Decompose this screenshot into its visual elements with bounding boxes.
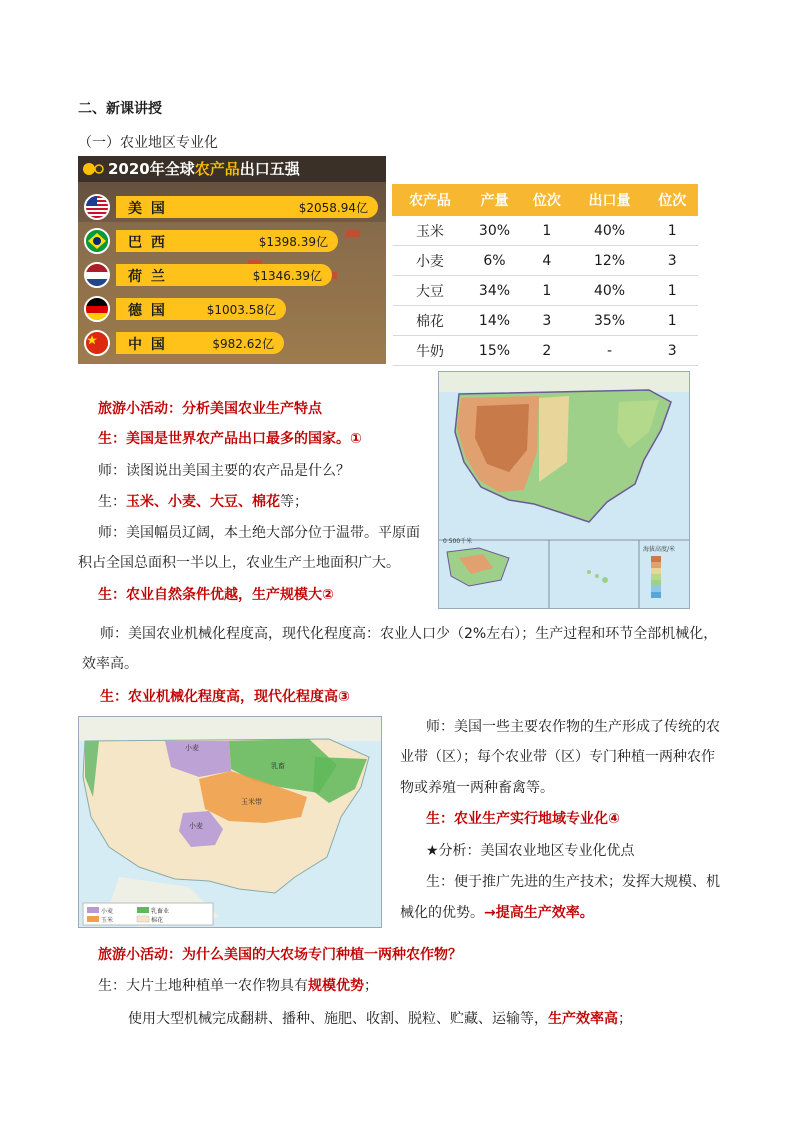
table-cell: - — [572, 336, 647, 366]
teacher-belt-2: 业带（区）；每个农业带（区）专门种植一两种农作 — [400, 749, 715, 765]
table-header-cell: 位次 — [647, 185, 698, 216]
table-cell: 1 — [647, 276, 698, 306]
elevation-legend — [651, 556, 661, 598]
teacher-belt-3: 物或养殖一两种畜禽等。 — [400, 780, 554, 796]
coin-dots-icon — [82, 162, 104, 176]
map-label-corn-belt: 玉米带 — [241, 798, 262, 806]
activity2-answer-1: 生：大片土地种植单一农作物具有规模优势； — [98, 978, 378, 994]
table-header-cell: 农产品 — [393, 185, 468, 216]
table-cell: 1 — [522, 216, 573, 246]
table-cell: 3 — [522, 306, 573, 336]
table-cell: 玉米 — [393, 216, 468, 246]
student-belt-answer: 生：农业生产实行地域专业化④ — [426, 811, 620, 827]
export-panel-title: 2020年全球农产品出口五强 — [108, 160, 300, 178]
map-label-wheat-south: 小麦 — [189, 822, 203, 830]
table-cell: 1 — [522, 276, 573, 306]
us-terrain-map — [438, 371, 690, 609]
table-cell: 30% — [467, 216, 521, 246]
table-header-cell: 出口量 — [572, 185, 647, 216]
table-row — [393, 336, 698, 366]
section-title: 二、新课讲授 — [78, 101, 162, 117]
table-cell: 1 — [647, 306, 698, 336]
table-cell: 1 — [647, 216, 698, 246]
export-bar-germany: 德 国 $1003.58亿 — [116, 298, 286, 320]
teacher-question-1: 师：读图说出美国主要的农产品是什么？ — [98, 463, 350, 479]
table-cell: 14% — [467, 306, 521, 336]
table-row — [393, 276, 698, 306]
crops-ranking-table — [392, 184, 698, 366]
map-label-dairy: 乳畜 — [271, 762, 285, 770]
export-bar-brazil: 巴 西 $1398.39亿 — [116, 230, 338, 252]
table-cell: 40% — [572, 276, 647, 306]
teacher-belt-1: 师：美国一些主要农作物的生产形成了传统的农 — [426, 719, 720, 735]
table-cell: 6% — [467, 246, 521, 276]
table-cell: 棉花 — [393, 306, 468, 336]
brazil-flag-icon — [84, 228, 110, 254]
netherlands-flag-icon — [84, 262, 110, 288]
table-cell: 35% — [572, 306, 647, 336]
usa-flag-icon — [84, 194, 110, 220]
student-answer-1: 生：美国是世界农产品出口最多的国家。① — [98, 431, 362, 447]
map-scale-label: 0 500千米 — [443, 538, 473, 545]
legend-corn: 玉米 — [101, 917, 114, 924]
analysis-heading: ★分析：美国农业地区专业化优点 — [426, 843, 635, 859]
map-label-wheat-north: 小麦 — [185, 744, 199, 752]
activity2-answer-2: 使用大型机械完成翻耕、播种、施肥、收割、脱粒、贮藏、运输等，生产效率高； — [128, 1011, 632, 1027]
table-row — [393, 216, 698, 246]
teacher-statement-3b: 效率高。 — [82, 656, 138, 672]
map-legend-title: 海拔高度/米 — [643, 546, 676, 553]
export-bar-netherlands: 荷 兰 $1346.39亿 — [116, 264, 332, 286]
student-answer-4: 生：农业机械化程度高，现代化程度高③ — [100, 689, 350, 705]
table-header-cell: 位次 — [522, 185, 573, 216]
table-cell: 15% — [467, 336, 521, 366]
export-bar-china: 中 国 $982.62亿 — [116, 332, 284, 354]
subsection-title: （一）农业地区专业化 — [78, 135, 218, 151]
china-flag-icon — [84, 330, 110, 356]
teacher-statement-3a: 师：美国农业机械化程度高，现代化程度高：农业人口少（2%左右）；生产过程和环节全部机械化， — [100, 626, 718, 642]
activity2-title: 旅游小活动：为什么美国的大农场专门种植一两种农作物？ — [98, 947, 462, 963]
table-cell: 牛奶 — [393, 336, 468, 366]
table-cell: 小麦 — [393, 246, 468, 276]
table-cell: 3 — [647, 246, 698, 276]
table-cell: 12% — [572, 246, 647, 276]
legend-cotton: 棉花 — [151, 917, 164, 924]
germany-flag-icon — [84, 296, 110, 322]
legend-wheat: 小麦 — [101, 908, 114, 915]
table-cell: 4 — [522, 246, 573, 276]
export-top5-panel — [78, 156, 386, 364]
teacher-statement-2b: 积占全国总面积一半以上，农业生产土地面积广大。 — [78, 555, 400, 571]
table-row — [393, 306, 698, 336]
table-row — [393, 246, 698, 276]
table-cell: 大豆 — [393, 276, 468, 306]
student-advantage-1: 生：便于推广先进的生产技术；发挥大规模、机 — [426, 874, 720, 890]
table-cell: 2 — [522, 336, 573, 366]
export-panel-header — [78, 156, 386, 182]
export-bar-usa: 美 国 $2058.94亿 — [116, 196, 378, 218]
table-header-cell: 产量 — [467, 185, 521, 216]
table-cell: 3 — [647, 336, 698, 366]
legend-dairy: 乳畜业 — [151, 908, 170, 915]
table-header-row — [393, 185, 698, 216]
student-answer-2: 生：玉米、小麦、大豆、棉花等； — [98, 494, 308, 510]
activity1-title: 旅游小活动：分析美国农业生产特点 — [98, 401, 322, 417]
us-agricultural-belts-map — [78, 716, 382, 928]
teacher-statement-2a: 师：美国幅员辽阔，本土绝大部分位于温带。平原面 — [98, 525, 420, 541]
student-advantage-2: 械化的优势。→提高生产效率。 — [400, 905, 594, 921]
table-cell: 40% — [572, 216, 647, 246]
table-cell: 34% — [467, 276, 521, 306]
student-answer-3: 生：农业自然条件优越，生产规模大② — [98, 587, 334, 603]
